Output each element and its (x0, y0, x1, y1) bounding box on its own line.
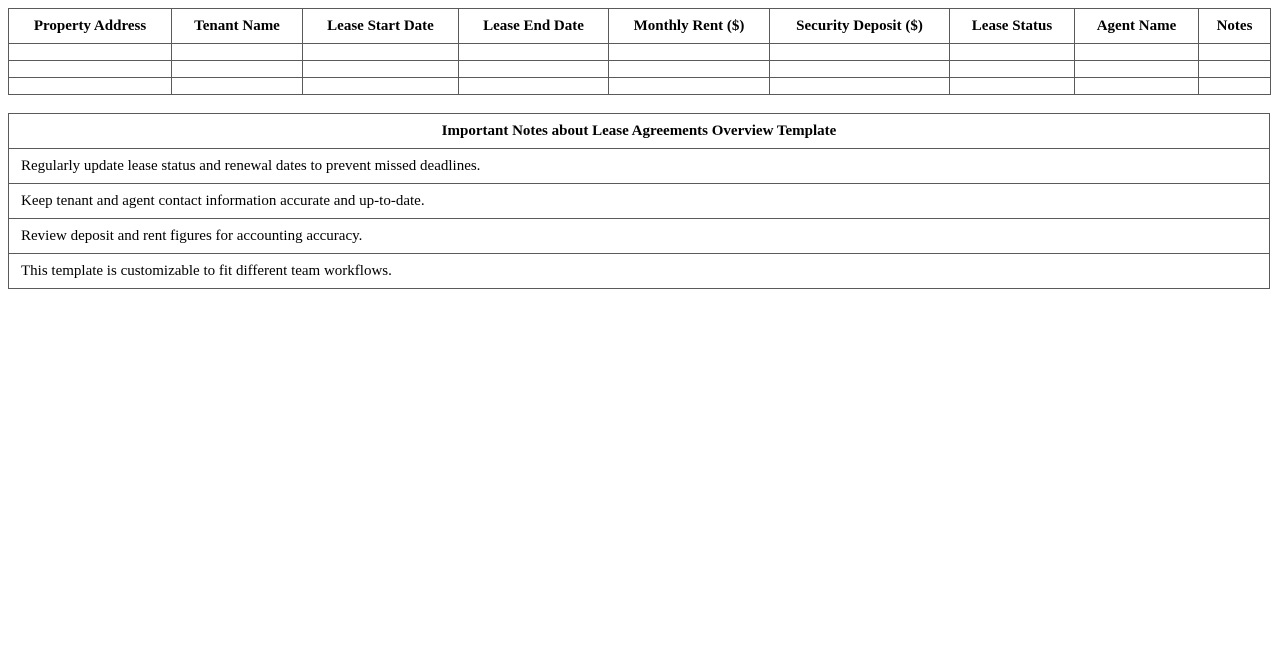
note-item: Keep tenant and agent contact information accurate and up-to-date. (9, 184, 1270, 219)
table-cell[interactable] (1075, 44, 1199, 61)
table-cell[interactable] (950, 78, 1075, 95)
notes-header-row (9, 114, 1270, 149)
table-cell[interactable] (459, 44, 609, 61)
table-cell[interactable] (1199, 61, 1271, 78)
lease-agreements-table (8, 8, 1271, 95)
column-header-monthly-rent: Monthly Rent ($) (609, 9, 770, 44)
column-header-agent-name: Agent Name (1075, 9, 1199, 44)
table-cell[interactable] (303, 78, 459, 95)
notes-row (9, 254, 1270, 289)
table-cell[interactable] (1075, 61, 1199, 78)
table-cell[interactable] (609, 78, 770, 95)
table-cell[interactable] (9, 61, 172, 78)
column-header-property-address: Property Address (9, 9, 172, 44)
column-header-lease-end-date: Lease End Date (459, 9, 609, 44)
note-item: Regularly update lease status and renewal dates to prevent missed deadlines. (9, 149, 1270, 184)
table-cell[interactable] (950, 44, 1075, 61)
column-header-lease-status: Lease Status (950, 9, 1075, 44)
notes-row (9, 219, 1270, 254)
column-header-lease-start-date: Lease Start Date (303, 9, 459, 44)
table-cell[interactable] (303, 44, 459, 61)
notes-title: Important Notes about Lease Agreements Overview Template (9, 114, 1270, 149)
table-cell[interactable] (770, 78, 950, 95)
notes-row (9, 184, 1270, 219)
table-cell[interactable] (303, 61, 459, 78)
table-cell[interactable] (459, 61, 609, 78)
table-cell[interactable] (1199, 78, 1271, 95)
table-row (9, 44, 1271, 61)
table-row (9, 61, 1271, 78)
table-cell[interactable] (609, 61, 770, 78)
table-cell[interactable] (770, 61, 950, 78)
table-cell[interactable] (1199, 44, 1271, 61)
table-cell[interactable] (950, 61, 1075, 78)
table-cell[interactable] (172, 44, 303, 61)
table-cell[interactable] (9, 78, 172, 95)
important-notes-table (8, 113, 1270, 289)
table-header-row (9, 9, 1271, 44)
table-cell[interactable] (172, 61, 303, 78)
column-header-security-deposit: Security Deposit ($) (770, 9, 950, 44)
column-header-tenant-name: Tenant Name (172, 9, 303, 44)
table-cell[interactable] (172, 78, 303, 95)
table-row (9, 78, 1271, 95)
table-cell[interactable] (459, 78, 609, 95)
note-item: This template is customizable to fit different team workflows. (9, 254, 1270, 289)
table-cell[interactable] (1075, 78, 1199, 95)
table-cell[interactable] (9, 44, 172, 61)
note-item: Review deposit and rent figures for accounting accuracy. (9, 219, 1270, 254)
table-cell[interactable] (770, 44, 950, 61)
column-header-notes: Notes (1199, 9, 1271, 44)
notes-row (9, 149, 1270, 184)
table-cell[interactable] (609, 44, 770, 61)
